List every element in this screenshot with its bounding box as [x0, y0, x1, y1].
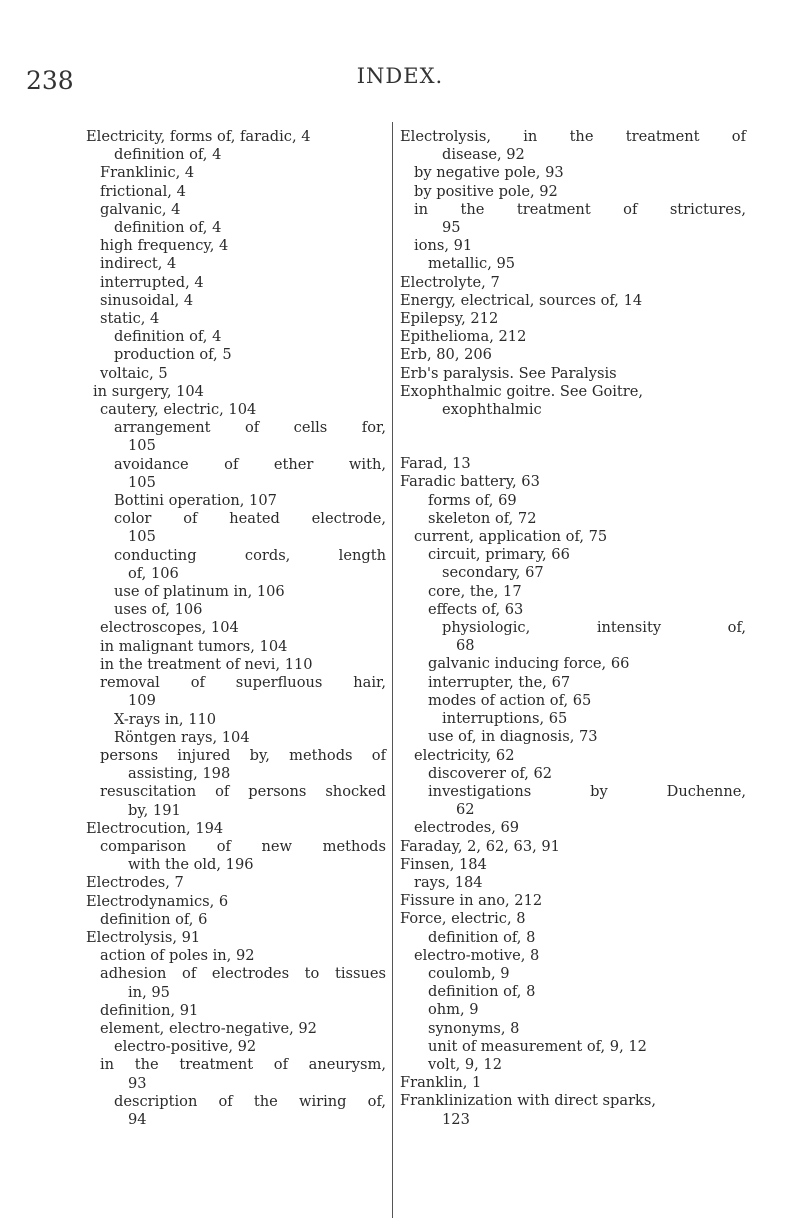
index-entry: ions, 91 — [414, 237, 473, 255]
index-entry: action of poles in, 92 — [100, 947, 255, 965]
index-entry: Faraday, 2, 62, 63, 91 — [400, 837, 560, 855]
index-entry: electrodes, 69 — [414, 819, 520, 837]
column-divider — [392, 122, 393, 1218]
index-entry: by, 191 — [128, 801, 181, 819]
index-entry: sinusoidal, 4 — [100, 291, 194, 309]
index-entry: interruptions, 65 — [442, 710, 568, 728]
index-entry: 68 — [456, 637, 475, 655]
index-entry: high frequency, 4 — [100, 237, 229, 255]
index-entry: Farad, 13 — [400, 455, 471, 473]
index-entry: frictional, 4 — [100, 182, 186, 200]
index-entry: Electrolysis, 91 — [86, 928, 201, 946]
index-entry: in, 95 — [128, 983, 170, 1001]
index-entry: core, the, 17 — [428, 582, 522, 600]
index-entry: 93 — [128, 1074, 147, 1092]
index-entry: Electrolysis, in the treatment of — [400, 128, 746, 145]
index-entry: rays, 184 — [414, 873, 483, 891]
index-entry: Electrodynamics, 6 — [86, 892, 229, 910]
index-entry: definition of, 6 — [100, 910, 208, 928]
index-entry: synonyms, 8 — [428, 1019, 520, 1037]
index-entry: uses of, 106 — [114, 601, 203, 619]
index-entry: indirect, 4 — [100, 255, 177, 273]
index-entry: volt, 9, 12 — [428, 1055, 502, 1073]
index-entry: Exophthalmic goitre. See Goitre, — [400, 382, 644, 400]
index-entry: electricity, 62 — [414, 746, 515, 764]
index-entry: Electrolyte, 7 — [400, 273, 500, 291]
index-entry: Energy, electrical, sources of, 14 — [400, 291, 643, 309]
index-entry: effects of, 63 — [428, 600, 524, 618]
index-entry: interrupter, the, 67 — [428, 673, 571, 691]
index-entry: description of the wiring of, — [114, 1092, 386, 1110]
index-entry: unit of measurement of, 9, 12 — [428, 1037, 647, 1055]
index-entry: 109 — [128, 692, 156, 710]
index-entry: Finsen, 184 — [400, 855, 487, 873]
index-entry: resuscitation of persons shocked — [100, 783, 386, 801]
index-entry: comparison of new methods — [100, 837, 386, 855]
index-entry: Force, electric, 8 — [400, 910, 526, 928]
index-column-left — [86, 128, 386, 1129]
index-entry: coulomb, 9 — [428, 964, 510, 982]
index-entry: static, 4 — [100, 310, 160, 328]
index-entry: assisting, 198 — [128, 765, 231, 783]
page-number: 238 — [26, 66, 74, 95]
index-entry: circuit, primary, 66 — [428, 546, 570, 564]
index-entry: in the treatment of aneurysm, — [100, 1056, 386, 1074]
index-entry: by positive pole, 92 — [414, 182, 558, 200]
index-entry: electroscopes, 104 — [100, 619, 239, 637]
index-entry: persons injured by, methods of — [100, 746, 386, 764]
section-gap — [400, 419, 746, 455]
index-entry: use of platinum in, 106 — [114, 583, 285, 601]
index-entry: conducting cords, length — [114, 546, 386, 564]
index-entry: Faradic battery, 63 — [400, 473, 540, 491]
index-entry: definition of, 4 — [114, 219, 222, 237]
index-entry: 105 — [128, 437, 156, 455]
index-entry: current, application of, 75 — [414, 528, 608, 546]
index-entry: skeleton of, 72 — [428, 509, 537, 527]
index-entry: physiologic, intensity of, — [442, 619, 746, 637]
index-entry: cautery, electric, 104 — [100, 401, 257, 419]
page-title: INDEX. — [356, 64, 444, 88]
index-entry: 123 — [442, 1110, 470, 1128]
index-entry: color of heated electrode, — [114, 510, 386, 528]
index-entry: galvanic, 4 — [100, 200, 181, 218]
index-entry: ohm, 9 — [428, 1001, 479, 1019]
index-entry: interrupted, 4 — [100, 273, 204, 291]
index-entry: disease, 92 — [442, 146, 525, 164]
index-entry: Bottini operation, 107 — [114, 492, 277, 510]
index-entry: 105 — [128, 528, 156, 546]
index-entry: Röntgen rays, 104 — [114, 728, 250, 746]
index-entry: element, electro-negative, 92 — [100, 1019, 317, 1037]
index-entry: production of, 5 — [114, 346, 232, 364]
index-entry: Epilepsy, 212 — [400, 310, 499, 328]
index-entry: in malignant tumors, 104 — [100, 637, 288, 655]
index-entry: in the treatment of strictures, — [414, 200, 746, 218]
index-entry: definition of, 8 — [428, 928, 536, 946]
index-entry: of, 106 — [128, 564, 179, 582]
index-entry: Electricity, forms of, faradic, 4 — [86, 128, 311, 145]
index-entry: with the old, 196 — [128, 856, 254, 874]
index-entry: 62 — [456, 801, 475, 819]
index-entry: Erb's paralysis. See Paralysis — [400, 364, 617, 382]
index-entry: use of, in diagnosis, 73 — [428, 728, 598, 746]
index-entry: investigations by Duchenne, — [428, 782, 746, 800]
index-entry: voltaic, 5 — [100, 364, 168, 382]
index-entry: adhesion of electrodes to tissues — [100, 965, 386, 983]
index-entry: Franklinic, 4 — [100, 164, 195, 182]
index-entry: secondary, 67 — [442, 564, 544, 582]
index-entry: definition of, 4 — [114, 146, 222, 164]
index-entry: arrangement of cells for, — [114, 419, 386, 437]
index-entry: 105 — [128, 473, 156, 491]
index-entry: Franklin, 1 — [400, 1074, 482, 1092]
index-entry: 94 — [128, 1110, 147, 1128]
index-entry: metallic, 95 — [428, 255, 516, 273]
index-entry: Epithelioma, 212 — [400, 328, 527, 346]
index-entry: Electrocution, 194 — [86, 819, 224, 837]
index-entry: Franklinization with direct sparks, — [400, 1092, 657, 1110]
index-column-right — [400, 128, 746, 1129]
index-entry: definition of, 8 — [428, 983, 536, 1001]
index-entry: modes of action of, 65 — [428, 691, 592, 709]
index-entry: forms of, 69 — [428, 491, 517, 509]
index-entry: Fissure in ano, 212 — [400, 892, 543, 910]
index-entry: in the treatment of nevi, 110 — [100, 655, 313, 673]
index-entry: exophthalmic — [442, 401, 542, 419]
index-entry: Erb, 80, 206 — [400, 346, 492, 364]
index-entry: electro-motive, 8 — [414, 946, 540, 964]
index-entry: 95 — [442, 219, 461, 237]
index-entry: avoidance of ether with, — [114, 455, 386, 473]
index-entry: definition of, 4 — [114, 328, 222, 346]
index-entry: removal of superfluous hair, — [100, 674, 386, 692]
index-entry: discoverer of, 62 — [428, 764, 553, 782]
index-entry: in surgery, 104 — [93, 382, 204, 400]
index-entry: electro-positive, 92 — [114, 1038, 257, 1056]
index-entry: Electrodes, 7 — [86, 874, 184, 892]
index-entry: by negative pole, 93 — [414, 164, 564, 182]
index-entry: X-rays in, 110 — [114, 710, 217, 728]
index-entry: definition, 91 — [100, 1001, 199, 1019]
index-entry: galvanic inducing force, 66 — [428, 655, 630, 673]
